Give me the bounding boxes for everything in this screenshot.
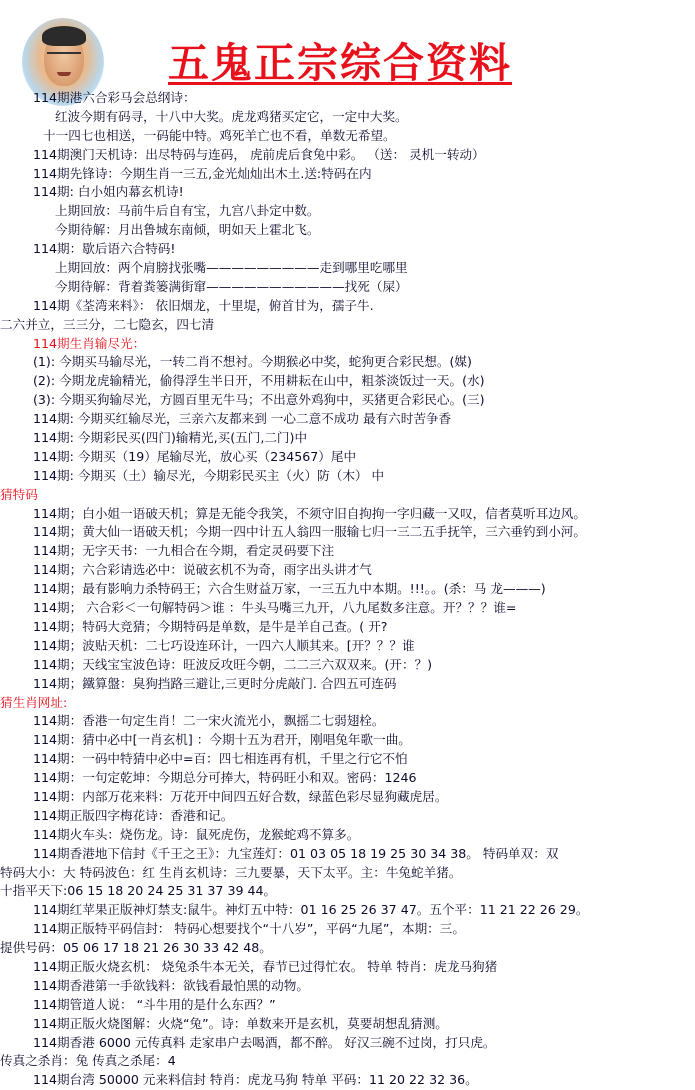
text-line: 114期正版四字梅花诗：香港和记。: [33, 807, 234, 823]
text-line: 114期：歇后语六合特码!: [33, 241, 176, 257]
text-line: 114期: 今期买（土）输尽光，今期彩民买主（火）防（木） 中: [33, 467, 385, 483]
text-line: 114期: 今期彩民买(四门)输精光,买(五门,二门)中: [33, 430, 308, 446]
hair-graphic: [42, 26, 86, 46]
text-line: 猜特码: [0, 486, 38, 502]
text-line: 上期回放：马前牛后自有宝，九宫八卦定中数。: [55, 203, 320, 219]
text-line: 114期；特码大竞猜；今期特码是单数，是牛是羊自己查。( 开?: [33, 618, 388, 634]
text-line: 114期: 白小姐内幕玄机诗!: [33, 184, 184, 200]
text-line: 114期；最有影响力杀特码王；六合生财益万家，一三五九中本期。!!!。。(杀：马 龙———): [33, 581, 546, 597]
text-line: 二六并立，三三分，二七隐玄，四七清: [0, 316, 215, 332]
page-title: 五鬼正宗综合资料: [168, 39, 512, 87]
text-line: 114期正版火烧图解：火烧“兔”。诗：单数来开是玄机，莫要胡想乱猜测。: [33, 1015, 448, 1031]
text-line: 114期《荃湾来料》： 依旧烟龙，十里堤，俯首甘为，孺子牛.: [33, 297, 374, 313]
text-line: 114期；波贴天机：二七巧设连环计，一四六人顺其来。[开？？？谁: [33, 637, 415, 653]
text-line: 114期；鐵算盤：臭狗挡路三避让,三更时分虎敲门. 合四五可连码: [33, 675, 397, 691]
text-line: 特码大小：大 特码波色：红 生肖玄机诗：三九要暴，天下太平。主：牛兔蛇羊猪。: [0, 864, 462, 880]
text-line: 114期；天线宝宝波色诗：旺波反攻旺今朝，二二三六双双来。(开：？): [33, 656, 433, 672]
text-line: 114期火车头：烧伤龙。诗：鼠死虎伤，龙猴蛇鸡不算多。: [33, 826, 360, 842]
text-line: 114期；白小姐一语破天机；算是无能令我笑，不须守旧自拘拘一字归藏一又叹，信者莫听耳边风。: [33, 505, 586, 521]
text-line: 114期正版火烧玄机： 烧兔杀牛本无关，春节已过得忙农。 特单 特肖：虎龙马狗猪: [33, 958, 498, 974]
text-line: 114期：香港一句定生肖！二一宋火流光小，飘摇二七弱翅栓。: [33, 713, 385, 729]
text-line: 今期待解：背着粪篓满街窜———————————找死（屎）: [55, 278, 408, 294]
text-line: 114期正版特平码信封： 特码心想要找个“十八岁”，平码“九尾”，本期：三。: [33, 921, 465, 937]
text-line: 114期澳门天机诗：出尽特码与连码， 虎前虎后食兔中彩。 （送： 灵机一转动）: [33, 146, 485, 162]
content-body: [0, 89, 693, 1090]
text-line: 114期红苹果正版神灯禁支:鼠牛。神灯五中特：01 16 25 26 37 47。五个平：11 21 22 26 29。: [33, 902, 589, 918]
text-line: 十一四七也相送，一码能中特。鸡死羊亡也不看，单数无希望。: [43, 127, 396, 143]
text-line: 提供号码：05 06 17 18 21 26 30 33 42 48。: [0, 940, 272, 956]
text-line: 114期: 今期买红输尽光，三亲六友都来到 一心二意不成功 最有六时苦争香: [33, 411, 452, 427]
text-line: 114期：内部万花来料：万花开中间四五好合数，绿蓝色彩尽显狗藏虎居。: [33, 788, 448, 804]
text-line: (1): 今期买马输尽光，一转二肖不想衬。今期猴必中奖，蛇狗更合彩民想。(媒): [33, 354, 472, 370]
text-line: 114期；黄大仙一语破天机；今期一四中计五人翁四一服输七归一三二五手抚竿，三六垂钓到小河。: [33, 524, 586, 540]
text-line: 114期先锋诗：今期生肖一三五,金光灿灿出木土.送:特码在内: [33, 165, 372, 181]
text-line: 114期：猜中必中[一肖玄机] ：今期十五为君开，刚唱兔年歌一曲。: [33, 732, 411, 748]
text-line: 114期生肖输尽光：: [33, 335, 146, 351]
text-line: 红波今期有码寻，十八中大奖。虎龙鸡猪买定它，一定中大奖。: [55, 108, 408, 124]
text-line: 114期；无字天书：一九相合在今期，看定灵码要下注: [33, 543, 335, 559]
text-line: 114期台湾 50000 元来料信封 特肖：虎龙马狗 特单 平码：11 20 22 32 36。: [33, 1072, 478, 1088]
text-line: 十指平天下:06 15 18 20 24 25 31 37 39 44。: [0, 883, 277, 899]
mouth-graphic: [57, 72, 71, 76]
text-line: 114期； 六合彩＜一句解特码＞谁 ：牛头马嘴三九开，八九尾数多注意。开？？？谁=: [33, 600, 517, 616]
glasses-graphic: [47, 52, 81, 62]
text-line: 114期: 今期买（19）尾输尽光，放心买（234567）尾中: [33, 448, 357, 464]
text-line: 114期：一码中特猜中必中=百：四七相连再有机，千里之行它不怕: [33, 751, 408, 767]
text-line: 114期香港地下信封《千王之王》：九宝莲灯：01 03 05 18 19 25 30 34 38。 特码单双：双: [33, 845, 559, 861]
text-line: 114期港六合彩马会总纲诗：: [33, 90, 196, 105]
text-line: 猜生肖网址:: [0, 694, 68, 710]
text-line: 114期香港 6000 元传真料 走家串户去喝酒，都不醉。 好汉三碗不过岗，打只虎。: [33, 1034, 496, 1050]
text-line: 114期香港第一手欲钱料：欲钱看最怕黑的动物。: [33, 977, 309, 993]
text-line: 114期；六合彩请选必中：说破玄机不为奇，雨字出头讲才气: [33, 562, 372, 578]
text-line: 114期管道人说： “斗牛用的是什么东西？”: [33, 996, 276, 1012]
text-line: 今期待解：月出鲁城东南倾，明如天上霍北飞。: [55, 222, 320, 238]
text-line: 传真之杀肖：兔 传真之杀尾：4: [0, 1053, 176, 1069]
text-line: (3): 今期买狗输尽光，方圆百里无牛马；不出意外鸡狗中，买猪更合彩民心。(三): [33, 392, 485, 408]
text-line: 上期回放：两个肩膀找张嘴—————————走到哪里吃哪里: [55, 260, 408, 276]
text-line: (2): 今期龙虎输精光，偷得浮生半日开，不用耕耘在山中，粗茶淡饭过一天。(水): [33, 373, 485, 389]
text-line: 114期：一句定乾坤：今期总分可捧大，特码旺小和双。密码：1246: [33, 770, 417, 786]
